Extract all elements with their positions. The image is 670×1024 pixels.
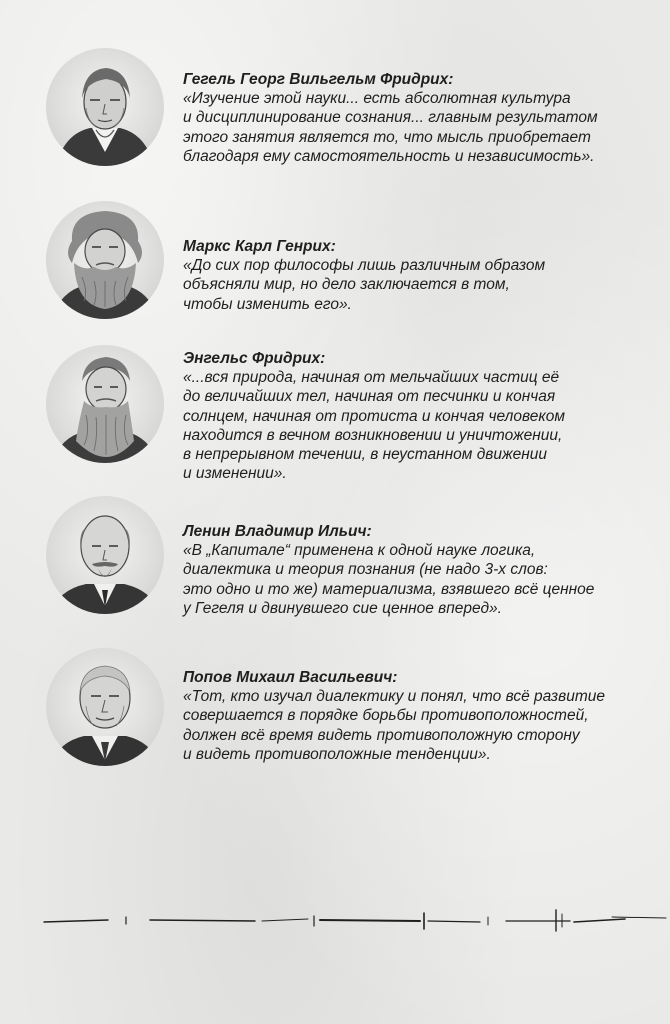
author-name: Маркс Карл Генрих: xyxy=(183,238,336,255)
quote-block-hegel xyxy=(183,70,643,166)
portrait-engels xyxy=(46,345,164,463)
author-name: Гегель Георг Вильгельм Фридрих: xyxy=(183,71,454,88)
quote-block-lenin xyxy=(183,522,643,618)
quote-text: «Изучение этой науки... есть абсолютная культура и дисциплинирование сознания... главным результатом этого занятия является то, что мысль приобретает благодаря ему самостоятельность и независимость». xyxy=(183,90,598,165)
quote-text: «Тот, кто изучал диалектику и понял, что всё развитие совершается в порядке борьбы противоположностей, должен всё время видеть противоположную сторону и видеть противоположные тенденции». xyxy=(183,688,605,763)
author-name: Попов Михаил Васильевич: xyxy=(183,669,398,686)
author-name: Ленин Владимир Ильич: xyxy=(183,523,372,540)
portrait-hegel xyxy=(46,48,164,166)
portrait-popov xyxy=(46,648,164,766)
quote-text: «До сих пор философы лишь различным образом объясняли мир, но дело заключается в том, чтобы изменить его». xyxy=(183,257,546,313)
portrait-marx xyxy=(46,201,164,319)
portrait-lenin xyxy=(46,496,164,614)
quote-block-popov xyxy=(183,668,643,764)
decorative-divider xyxy=(40,905,670,935)
quote-block-engels xyxy=(183,349,643,483)
quote-text: «...вся природа, начиная от мельчайших частиц её до величайших тел, начиная от песчинки и кончая солнцем, начиная от протиста и кончая человеком находится в вечном возникновении и уничтожении, в непрерывном течении, в неустанном движении и изменении». xyxy=(183,369,565,483)
quote-block-marx xyxy=(183,237,643,314)
quote-text: «В „Капитале“ применена к одной науке логика, диалектика и теория познания (не надо 3-х слов: это одно и то же) материализма, взявшего всё ценное у Гегеля и двинувшего сие ценное вперед». xyxy=(183,542,595,617)
author-name: Энгельс Фридрих: xyxy=(183,350,326,367)
